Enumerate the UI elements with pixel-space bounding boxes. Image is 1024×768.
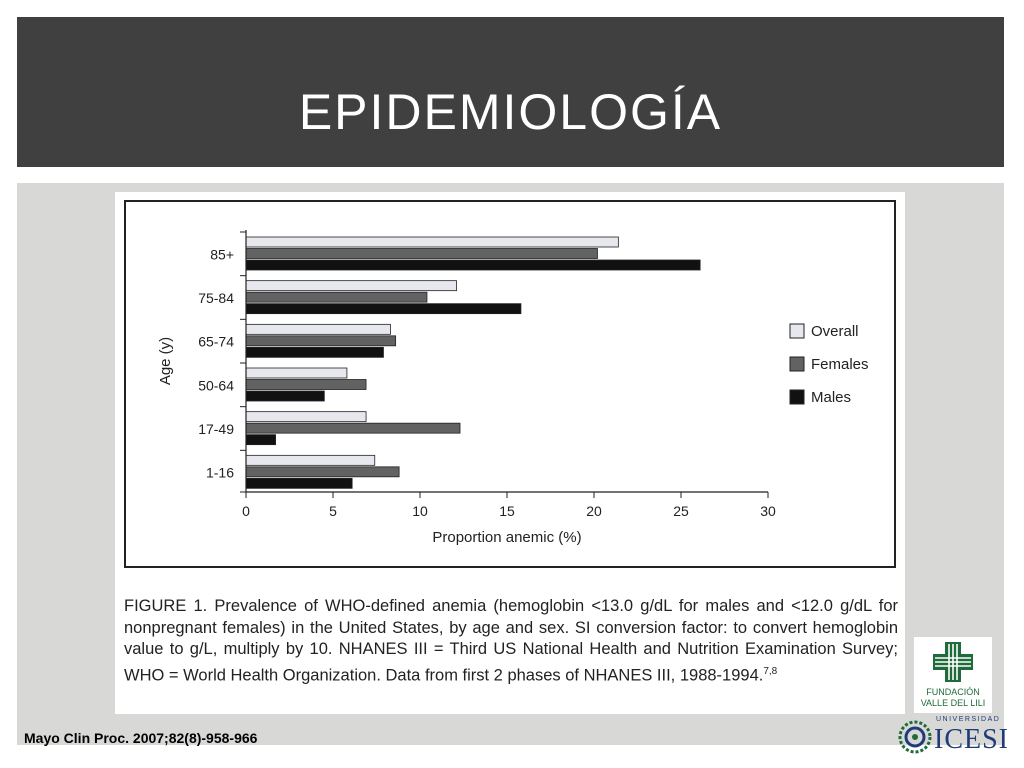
y-tick-label: 75-84 <box>198 289 234 306</box>
bar-females-75-84 <box>246 292 427 302</box>
y-tick-label: 85+ <box>210 246 234 263</box>
bar-females-65-74 <box>246 336 396 346</box>
bar-overall-65-74 <box>246 324 390 334</box>
fundacion-valle-del-lili-logo <box>914 637 992 713</box>
x-tick-label: 15 <box>499 503 515 519</box>
legend-label-females: Females <box>811 356 869 373</box>
bar-overall-75-84 <box>246 281 457 291</box>
legend-swatch-males <box>790 390 804 404</box>
universidad-icesi-logo <box>896 716 1014 758</box>
x-tick-label: 0 <box>242 503 250 519</box>
anemia-chart <box>124 200 896 568</box>
bar-females-17-49 <box>246 423 460 433</box>
bar-females-85+ <box>246 249 597 259</box>
caption-references: 7,8 <box>763 665 778 677</box>
legend-swatch-females <box>790 357 804 371</box>
x-axis-title: Proportion anemic (%) <box>432 529 582 546</box>
bar-males-65-74 <box>246 347 383 357</box>
y-axis-title: Age (y) <box>157 336 174 386</box>
y-tick-label: 50-64 <box>198 377 234 394</box>
x-tick-label: 5 <box>329 503 337 519</box>
title-bar <box>17 17 1004 167</box>
caption-text: FIGURE 1. Prevalence of WHO-defined anemia (hemoglobin <13.0 g/dL for males and <12.0 g/dL for nonpregnant females) in the United States, by age and sex. SI conversion factor: to convert hemoglobin value to g/L, multiply by 10. NHANES III = Third US National Health and Nutrition Examination Survey; WHO = World Health Organization. Data from first 2 phases of NHANES III, 1988-1994. <box>124 597 898 684</box>
legend-swatch-overall <box>790 324 804 338</box>
x-tick-label: 25 <box>673 503 689 519</box>
legend-label-overall: Overall <box>811 323 859 340</box>
bar-males-85+ <box>246 260 700 270</box>
bar-overall-1-16 <box>246 455 375 465</box>
legend-label-males: Males <box>811 389 852 406</box>
y-tick-label: 65-74 <box>198 333 234 350</box>
bar-males-17-49 <box>246 435 276 445</box>
icesi-university-label: UNIVERSIDAD <box>936 716 1001 723</box>
y-tick-label: 1-16 <box>205 464 234 481</box>
bar-males-50-64 <box>246 391 324 401</box>
y-tick-label: 17-49 <box>198 420 234 437</box>
logo-fvl-line1: FUNDACIÓN <box>926 687 980 697</box>
x-tick-label: 20 <box>586 503 602 519</box>
logo-fvl-line2: VALLE DEL LILI <box>920 698 986 708</box>
figure-caption <box>124 596 898 687</box>
bar-overall-50-64 <box>246 368 347 378</box>
bar-males-75-84 <box>246 304 521 314</box>
citation: Mayo Clin Proc. 2007;82(8)-958-966 <box>24 730 258 746</box>
bar-overall-85+ <box>246 237 618 247</box>
icesi-name: ICESI <box>934 724 1009 755</box>
cross-emblem-icon <box>914 637 992 687</box>
bar-females-50-64 <box>246 380 366 390</box>
x-tick-label: 30 <box>760 503 776 519</box>
slide-title: EPIDEMIOLOGÍA <box>298 84 723 140</box>
x-tick-label: 10 <box>412 503 428 519</box>
bar-females-1-16 <box>246 467 399 477</box>
icesi-emblem-icon <box>896 716 934 756</box>
bar-males-1-16 <box>246 478 352 488</box>
bar-overall-17-49 <box>246 412 366 422</box>
